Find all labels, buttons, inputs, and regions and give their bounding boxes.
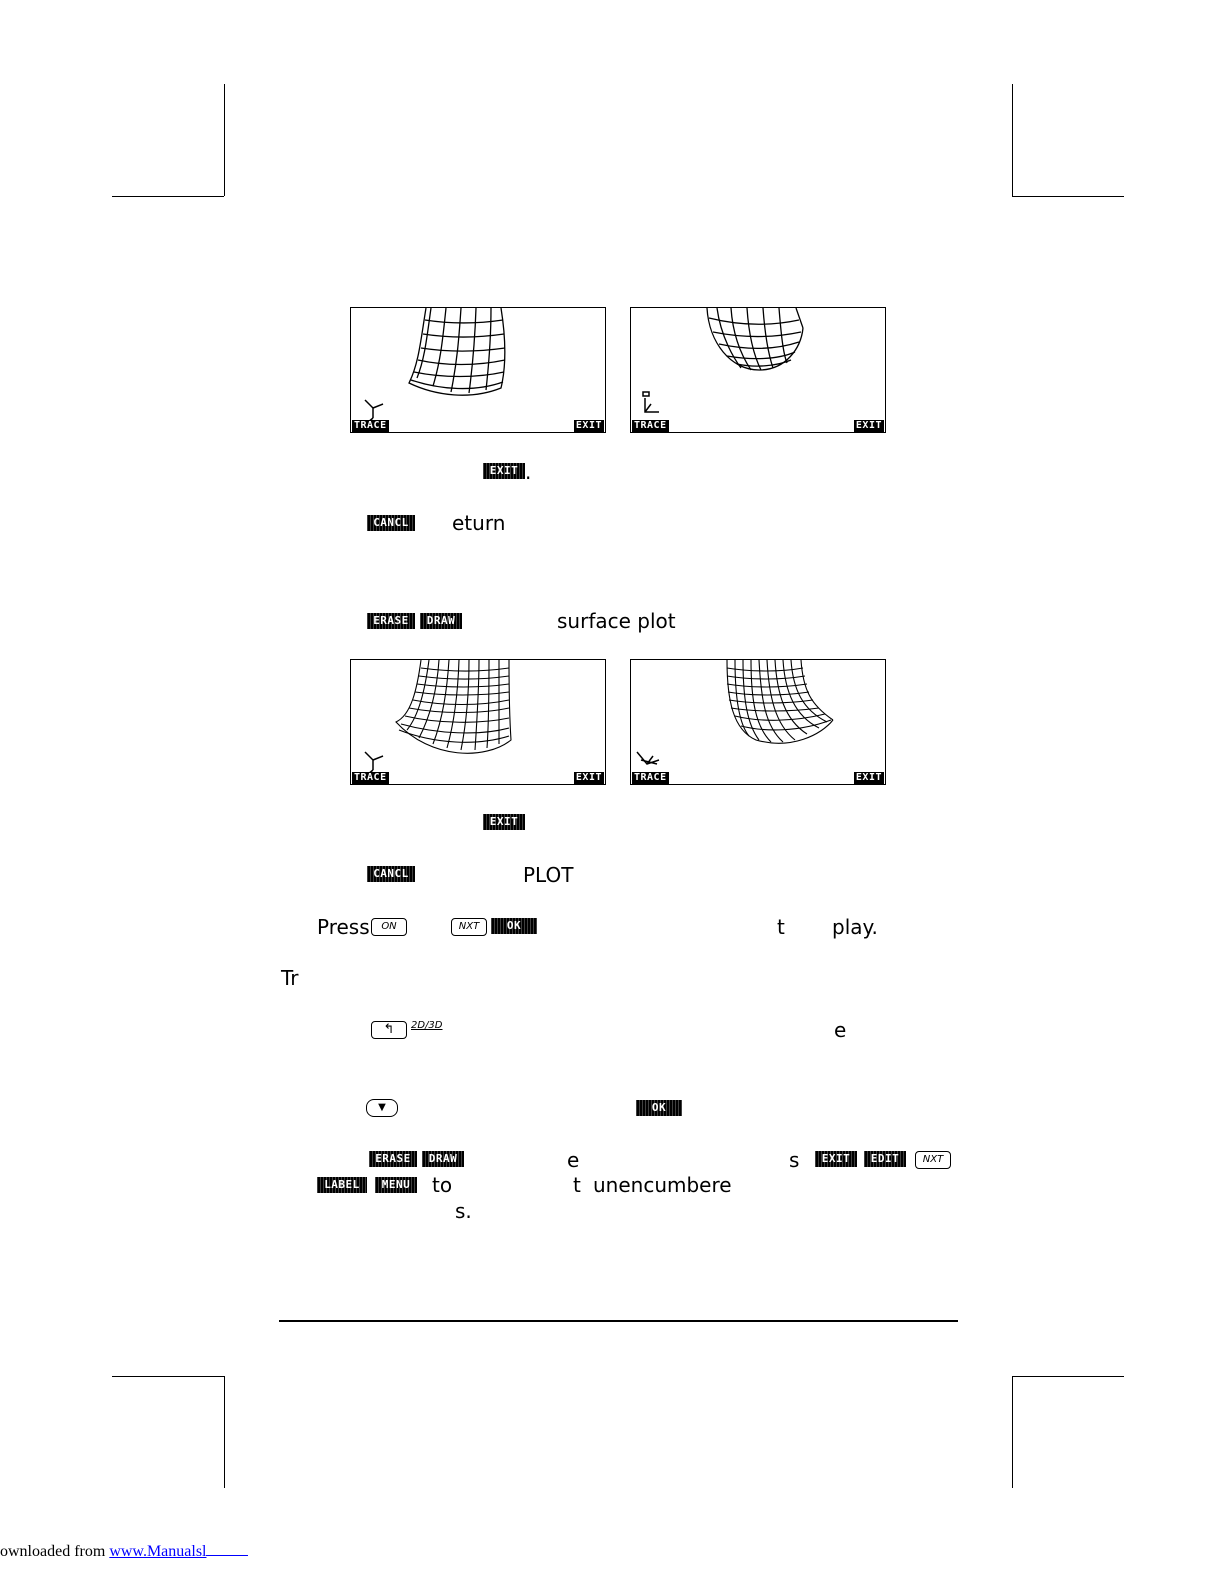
body-text: e bbox=[834, 1018, 847, 1042]
draw-menu-key[interactable]: DRAW bbox=[420, 613, 462, 629]
cancel-menu-key[interactable]: CANCL bbox=[367, 515, 415, 531]
down-arrow-icon: ▼ bbox=[378, 1102, 386, 1113]
calculator-screen-surface-4 bbox=[630, 659, 886, 785]
crop-mark bbox=[1012, 84, 1013, 196]
left-shift-key[interactable] bbox=[371, 1021, 407, 1039]
footer-link-underline bbox=[206, 1554, 248, 1556]
softkey-exit[interactable]: EXIT bbox=[855, 772, 882, 783]
period-text: . bbox=[525, 460, 532, 484]
body-text: surface plot bbox=[557, 609, 676, 633]
erase-menu-key[interactable]: ERASE bbox=[367, 613, 415, 629]
calculator-screen-surface-3 bbox=[350, 659, 606, 785]
draw-menu-key[interactable]: DRAW bbox=[422, 1151, 464, 1167]
crop-mark bbox=[112, 196, 224, 197]
crop-mark bbox=[1012, 1376, 1013, 1488]
softkey-exit[interactable]: EXIT bbox=[575, 420, 602, 431]
body-text: Press bbox=[317, 915, 370, 939]
crop-mark bbox=[1012, 1376, 1124, 1377]
exit-menu-key[interactable]: EXIT bbox=[483, 814, 525, 830]
crop-mark bbox=[1012, 196, 1124, 197]
crop-mark bbox=[224, 1376, 225, 1488]
footer-rule bbox=[279, 1320, 958, 1322]
body-text: PLOT bbox=[523, 863, 574, 887]
exit-menu-key[interactable]: EXIT bbox=[815, 1151, 857, 1167]
body-text: s bbox=[789, 1148, 800, 1172]
body-text: t bbox=[573, 1173, 581, 1197]
body-text: unencumbere bbox=[593, 1173, 732, 1197]
down-arrow-key[interactable] bbox=[366, 1099, 398, 1117]
nxt-key[interactable]: NXT bbox=[451, 918, 487, 936]
surface-plot-graphic bbox=[631, 308, 885, 432]
body-text: Tr bbox=[281, 966, 299, 990]
softkey-trace[interactable]: TRACE bbox=[634, 420, 667, 431]
nxt-key[interactable]: NXT bbox=[915, 1151, 951, 1169]
body-text: t bbox=[777, 915, 785, 939]
on-key[interactable]: ON bbox=[371, 918, 407, 936]
surface-plot-graphic bbox=[631, 660, 885, 784]
ok-menu-key[interactable]: OK bbox=[636, 1100, 682, 1116]
body-text: to bbox=[432, 1173, 453, 1197]
softkey-trace[interactable]: TRACE bbox=[354, 772, 387, 783]
exit-menu-key[interactable]: EXIT bbox=[483, 463, 525, 479]
softkey-trace[interactable]: TRACE bbox=[634, 772, 667, 783]
softkey-exit[interactable]: EXIT bbox=[575, 772, 602, 783]
surface-plot-graphic bbox=[351, 308, 605, 432]
calculator-screen-surface-1 bbox=[350, 307, 606, 433]
crop-mark bbox=[224, 84, 225, 196]
ok-menu-key[interactable]: OK bbox=[491, 918, 537, 934]
softkey-trace[interactable]: TRACE bbox=[354, 420, 387, 431]
softkey-exit[interactable]: EXIT bbox=[855, 420, 882, 431]
footer-text: ownloaded from bbox=[0, 1543, 110, 1560]
body-text: play. bbox=[832, 915, 878, 939]
crop-mark bbox=[112, 1376, 224, 1377]
edit-menu-key[interactable]: EDIT bbox=[864, 1151, 906, 1167]
erase-menu-key[interactable]: ERASE bbox=[369, 1151, 417, 1167]
body-text: s. bbox=[455, 1199, 472, 1223]
calculator-screen-surface-2 bbox=[630, 307, 886, 433]
body-text: eturn bbox=[452, 511, 506, 535]
download-footer bbox=[0, 1543, 248, 1561]
footer-link[interactable]: www.Manualsl bbox=[109, 1543, 207, 1560]
left-shift-arrow-icon: ↰ bbox=[383, 1022, 395, 1037]
menu-menu-key[interactable]: MENU bbox=[375, 1177, 417, 1193]
surface-plot-graphic bbox=[351, 660, 605, 784]
shift-2d3d-label: 2D/3D bbox=[411, 1020, 443, 1031]
label-menu-key[interactable]: LABEL bbox=[317, 1177, 367, 1193]
body-text: e bbox=[567, 1148, 580, 1172]
cancel-menu-key[interactable]: CANCL bbox=[367, 866, 415, 882]
